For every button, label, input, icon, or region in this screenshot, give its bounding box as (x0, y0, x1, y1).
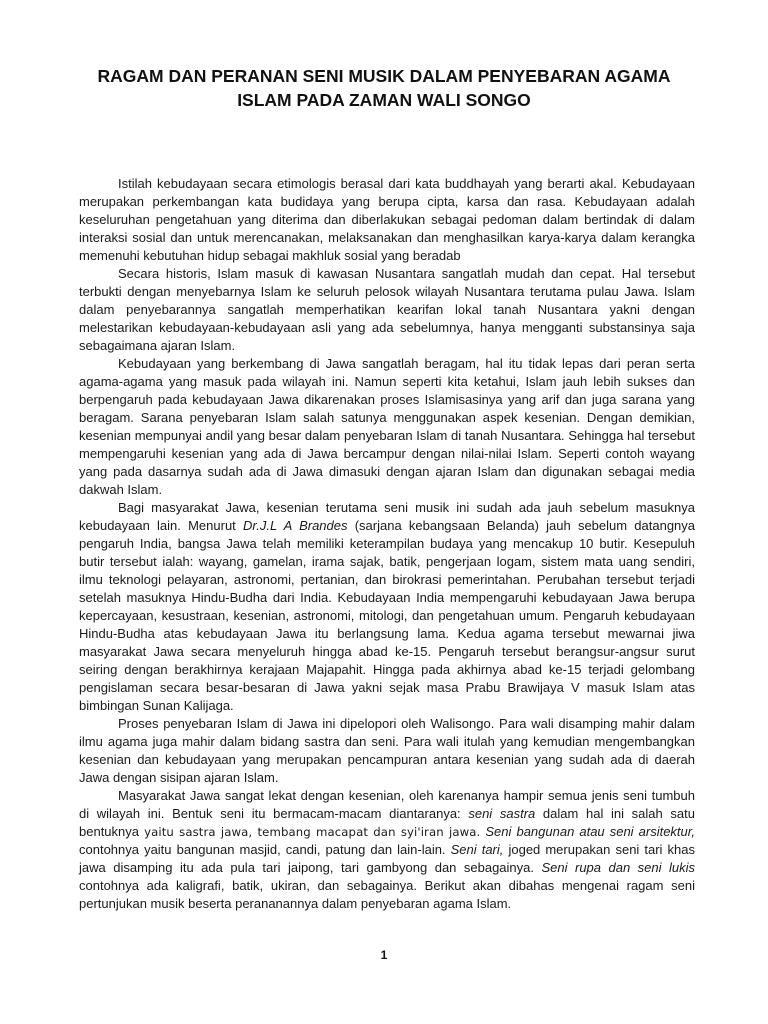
seni-sastra-term: seni sastra (468, 806, 536, 821)
paragraph-4-text-b: (sarjana kebangsaan Belanda) jauh sebelum datangnya pengaruh India, bangsa Jawa telah memiliki keterampilan budaya yang mencakup 10 butir. Kesepuluh butir tersebut ialah: wayang, gamelan, irama sajak, batik, pengerjaan logam, sistem mata uang sendiri, ilmu teknologi pelayaran, astronomi, pertanian, dan birokrasi pemerintahan. Perubahan tersebut terjadi setelah masuknya Hindu-Budha dari India. Kebudayaan India mempengaruhi kebudayaan Jawa berupa kepercayaan, kesustraan, kesenian, astronomi, mitologi, dan pengetahuan umum. Pengaruh kebudayaan Hindu-Budha atas kebudayaan Jawa itu berlangsung lama. Kedua agama tersebut mewarnai jiwa masyarakat Jawa secara menyeluruh hingga abad ke-15. Pengaruh tersebut berangsur-angsur surut seiring dengan berakhirnya kerajaan Majapahit. Hingga pada akhirnya abad ke-15 terjadi gelombang pengislaman secara besar-besaran di Jawa yakni sejak masa Prabu Brawijaya V masuk Islam atas bimbingan Sunan Kalijaga. (79, 518, 696, 713)
paragraph-6-text-e: joged merupakan seni tari khas jawa disamping itu ada pula tari jaipong, tari gambyong dan sebagainya. (79, 842, 695, 875)
document-title (60, 64, 708, 112)
paragraph-5: Proses penyebaran Islam di Jawa ini dipelopori oleh Walisongo. Para wali disamping mahir dalam ilmu agama juga mahir dalam bidang sastra dan seni. Para wali itulah yang kemudian mengembangkan kesenian dan kebudayaan yang merupakan pencampuran antara kesenian yang sudah ada di daerah Jawa dengan sisipan ajaran Islam. (79, 716, 695, 785)
paragraph-6-text-a: Masyarakat Jawa sangat lekat dengan kesenian, oleh karenanya hampir semua jenis seni tumbuh di wilayah ini. Bentuk seni itu bermacam-macam diantaranya: (79, 788, 695, 821)
title-line-1: RAGAM DAN PERANAN SENI MUSIK DALAM PENYEBARAN AGAMA (97, 66, 671, 86)
paragraph-6-text-b: dalam hal ini salah satu bentuknya (79, 806, 695, 839)
paragraph-4-text-a: Bagi masyarakat Jawa, kesenian terutama seni musik ini sudah ada jauh sebelum masuknya kebudayaan lain. Menurut (79, 500, 695, 533)
page-number: 1 (380, 948, 388, 962)
brandes-name: Dr.J.L A Brandes (243, 518, 348, 533)
seni-rupa-term: Seni rupa dan seni lukis (541, 860, 696, 875)
paragraph-6-text-f: contohnya ada kaligrafi, batik, ukiran, dan sebagainya. Berikut akan dibahas mengenai ragam seni pertunjukan musik beserta perananannya dalam penyebaran agama Islam. (79, 878, 695, 911)
seni-bangunan-term: Seni bangunan atau seni arsitektur, (485, 824, 695, 839)
document-body (79, 175, 695, 913)
paragraph-1: Istilah kebudayaan secara etimologis berasal dari kata buddhayah yang berarti akal. Kebudayaan merupakan perkembangan kata budidaya yang berupa cipta, karsa dan rasa. Kebudayaan adalah keseluruhan pengetahuan yang diterima dan diberlakukan sebagai pedoman dalam bertindak di dalam interaksi sosial dan untuk merencanakan, melaksanakan dan menghasilkan karya-karya dalam kerangka memenuhi kebutuhan hidup sebagai makhluk sosial yang beradab (79, 176, 695, 263)
paragraph-6-text-d: contohnya yaitu bangunan masjid, candi, patung dan lain-lain. (79, 842, 451, 857)
sastra-examples: yaitu sastra jawa, tembang macapat dan syi'iran jawa. (144, 825, 481, 839)
paragraph-6 (79, 787, 695, 913)
paragraph-3: Kebudayaan yang berkembang di Jawa sangatlah beragam, hal itu tidak lepas dari peran serta agama-agama yang masuk pada wilayah ini. Namun seperti kita ketahui, Islam jauh lebih sukses dan berpengaruh pada kebudayaan Jawa dikarenakan proses Islamisasinya yang arif dan juga sarana yang beragam. Sarana penyebaran Islam salah satunya menggunakan aspek kesenian. Dengan demikian, kesenian mempunyai andil yang besar dalam penyebaran Islam di tanah Nusantara. Sehingga hal tersebut mempengaruhi kesenian yang ada di Jawa bercampur dengan nilai-nilai Islam. Seperti contoh wayang yang pada dasarnya sudah ada di Jawa dimasuki dengan ajaran Islam dan digunakan sebagai media dakwah Islam. (79, 356, 695, 497)
seni-tari-term: Seni tari, (450, 842, 504, 857)
paragraph-2: Secara historis, Islam masuk di kawasan Nusantara sangatlah mudah dan cepat. Hal tersebut terbukti dengan menyebarnya Islam ke seluruh pelosok wilayah Nusantara terutama pulau Jawa. Islam dalam penyebarannya sangatlah memperhatikan kearifan lokal tanah Nusantara yakni dengan melestarikan kebudayaan-kebudayaan asli yang ada sebelumnya, hanya mengganti substansinya saja sebagaimana ajaran Islam. (79, 266, 695, 353)
paragraph-4 (79, 499, 695, 715)
title-line-2: ISLAM PADA ZAMAN WALI SONGO (237, 90, 531, 110)
